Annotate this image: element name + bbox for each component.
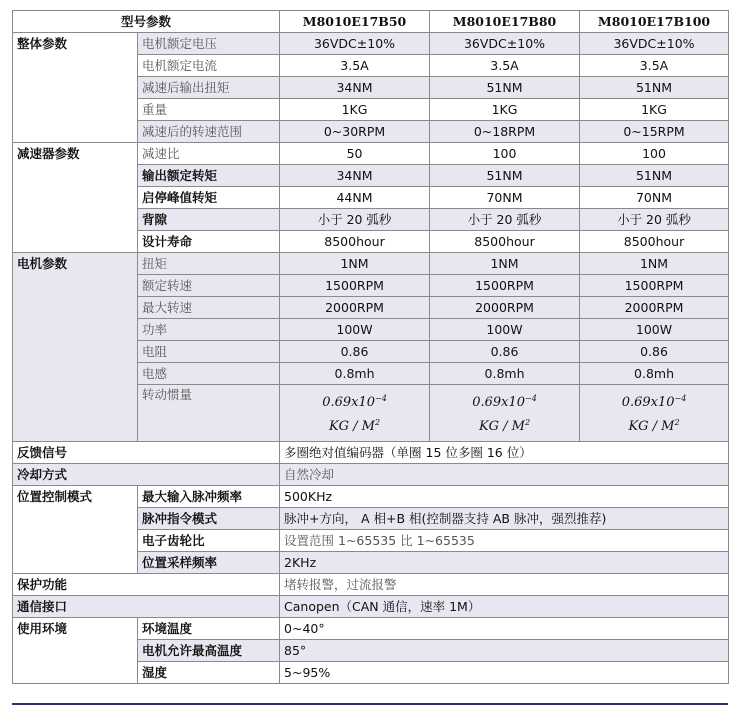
param-value: 44NM bbox=[280, 187, 430, 209]
param-label: 背隙 bbox=[138, 209, 280, 231]
cooling-label: 冷却方式 bbox=[13, 464, 280, 486]
inertia-exp: −4 bbox=[525, 394, 537, 403]
inertia-exp: −4 bbox=[375, 394, 387, 403]
param-value: 3.5A bbox=[580, 55, 729, 77]
param-value: 100W bbox=[580, 319, 729, 341]
param-value: 1500RPM bbox=[580, 275, 729, 297]
param-label: 电感 bbox=[138, 363, 280, 385]
param-label: 额定转速 bbox=[138, 275, 280, 297]
feedback-value: 多圈绝对值编码器（单圈 15 位多圈 16 位） bbox=[280, 442, 729, 464]
group-position-mode: 位置控制模式 bbox=[13, 486, 138, 574]
param-value: 51NM bbox=[430, 165, 580, 187]
comm-value: Canopen（CAN 通信，速率 1M） bbox=[280, 596, 729, 618]
param-value: 8500hour bbox=[430, 231, 580, 253]
param-value: 小于 20 弧秒 bbox=[430, 209, 580, 231]
param-value: 0~18RPM bbox=[430, 121, 580, 143]
cooling-value: 自然冷却 bbox=[280, 464, 729, 486]
param-value: 50 bbox=[280, 143, 430, 165]
model-2: M8010E17B80 bbox=[430, 11, 580, 33]
param-label: 设计寿命 bbox=[138, 231, 280, 253]
param-label: 减速后的转速范围 bbox=[138, 121, 280, 143]
param-value: 3.5A bbox=[430, 55, 580, 77]
param-value: 0.86 bbox=[430, 341, 580, 363]
inertia-unit-exp: 2 bbox=[525, 418, 531, 427]
header-row bbox=[13, 11, 729, 33]
param-value: 5~95% bbox=[280, 662, 729, 684]
param-value: 1NM bbox=[430, 253, 580, 275]
param-value: 51NM bbox=[580, 165, 729, 187]
param-label: 最大输入脉冲频率 bbox=[138, 486, 280, 508]
group-motor: 电机参数 bbox=[13, 253, 138, 442]
inertia-unit-exp: 2 bbox=[375, 418, 381, 427]
param-label: 输出额定转矩 bbox=[138, 165, 280, 187]
feedback-label: 反馈信号 bbox=[13, 442, 280, 464]
param-value: 设置范围 1~65535 比 1~65535 bbox=[280, 530, 729, 552]
param-label: 环境温度 bbox=[138, 618, 280, 640]
param-value: 34NM bbox=[280, 77, 430, 99]
table-row bbox=[13, 574, 729, 596]
header-label: 型号参数 bbox=[13, 11, 280, 33]
param-value: 1NM bbox=[580, 253, 729, 275]
model-1: M8010E17B50 bbox=[280, 11, 430, 33]
inertia-value bbox=[280, 385, 430, 442]
param-value: 70NM bbox=[430, 187, 580, 209]
param-value: 0.86 bbox=[280, 341, 430, 363]
param-value: 51NM bbox=[580, 77, 729, 99]
inertia-value bbox=[430, 385, 580, 442]
param-value: 1500RPM bbox=[280, 275, 430, 297]
table-row bbox=[13, 143, 729, 165]
param-label: 电机额定电压 bbox=[138, 33, 280, 55]
param-value: 小于 20 弧秒 bbox=[280, 209, 430, 231]
inertia-value bbox=[580, 385, 729, 442]
inertia-coef: 0.69x10 bbox=[621, 395, 675, 410]
param-value: 70NM bbox=[580, 187, 729, 209]
param-value: 2000RPM bbox=[280, 297, 430, 319]
table-row bbox=[13, 442, 729, 464]
param-label: 湿度 bbox=[138, 662, 280, 684]
param-value: 100W bbox=[430, 319, 580, 341]
param-value: 2KHz bbox=[280, 552, 729, 574]
param-label: 脉冲指令模式 bbox=[138, 508, 280, 530]
param-label: 转动惯量 bbox=[138, 385, 280, 442]
param-value: 3.5A bbox=[280, 55, 430, 77]
comm-label: 通信接口 bbox=[13, 596, 280, 618]
param-value: 0.86 bbox=[580, 341, 729, 363]
param-value: 51NM bbox=[430, 77, 580, 99]
param-value: 1NM bbox=[280, 253, 430, 275]
param-value: 1KG bbox=[430, 99, 580, 121]
group-environment: 使用环境 bbox=[13, 618, 138, 684]
inertia-exp: −4 bbox=[674, 394, 687, 403]
param-value: 36VDC±10% bbox=[580, 33, 729, 55]
spec-table bbox=[12, 10, 729, 684]
param-value: 小于 20 弧秒 bbox=[580, 209, 729, 231]
param-value: 0.8mh bbox=[430, 363, 580, 385]
param-value: 85° bbox=[280, 640, 729, 662]
param-value: 100W bbox=[280, 319, 430, 341]
param-label: 最大转速 bbox=[138, 297, 280, 319]
param-label: 扭矩 bbox=[138, 253, 280, 275]
param-label: 减速后输出扭矩 bbox=[138, 77, 280, 99]
param-value: 500KHz bbox=[280, 486, 729, 508]
param-value: 0.8mh bbox=[280, 363, 430, 385]
param-value: 8500hour bbox=[580, 231, 729, 253]
param-value: 34NM bbox=[280, 165, 430, 187]
protection-value: 堵转报警，过流报警 bbox=[280, 574, 729, 596]
param-label: 减速比 bbox=[138, 143, 280, 165]
param-value: 36VDC±10% bbox=[280, 33, 430, 55]
param-value: 100 bbox=[580, 143, 729, 165]
param-label: 电阻 bbox=[138, 341, 280, 363]
bottom-rule bbox=[12, 703, 728, 705]
param-value: 0~30RPM bbox=[280, 121, 430, 143]
param-value: 2000RPM bbox=[430, 297, 580, 319]
table-row bbox=[13, 253, 729, 275]
param-label: 电机允许最高温度 bbox=[138, 640, 280, 662]
inertia-unit: KG / M bbox=[328, 419, 375, 434]
param-label: 重量 bbox=[138, 99, 280, 121]
param-value: 100 bbox=[430, 143, 580, 165]
table-row bbox=[13, 596, 729, 618]
group-reducer: 减速器参数 bbox=[13, 143, 138, 253]
param-value: 脉冲+方向， A 相+B 相(控制器支持 AB 脉冲，强烈推荐) bbox=[280, 508, 729, 530]
param-value: 0~15RPM bbox=[580, 121, 729, 143]
inertia-unit: KG / M bbox=[628, 419, 675, 434]
param-value: 0~40° bbox=[280, 618, 729, 640]
inertia-unit-exp: 2 bbox=[674, 418, 680, 427]
inertia-coef: 0.69x10 bbox=[472, 395, 526, 410]
param-value: 8500hour bbox=[280, 231, 430, 253]
param-value: 1500RPM bbox=[430, 275, 580, 297]
param-label: 功率 bbox=[138, 319, 280, 341]
table-row bbox=[13, 33, 729, 55]
table-row bbox=[13, 618, 729, 640]
param-label: 位置采样频率 bbox=[138, 552, 280, 574]
protection-label: 保护功能 bbox=[13, 574, 280, 596]
param-label: 启停峰值转矩 bbox=[138, 187, 280, 209]
param-value: 36VDC±10% bbox=[430, 33, 580, 55]
param-value: 1KG bbox=[280, 99, 430, 121]
param-value: 1KG bbox=[580, 99, 729, 121]
param-label: 电机额定电流 bbox=[138, 55, 280, 77]
group-overall: 整体参数 bbox=[13, 33, 138, 143]
param-value: 2000RPM bbox=[580, 297, 729, 319]
table-row bbox=[13, 486, 729, 508]
param-value: 0.8mh bbox=[580, 363, 729, 385]
model-3: M8010E17B100 bbox=[580, 11, 729, 33]
table-row bbox=[13, 464, 729, 486]
param-label: 电子齿轮比 bbox=[138, 530, 280, 552]
inertia-coef: 0.69x10 bbox=[322, 395, 376, 410]
inertia-unit: KG / M bbox=[478, 419, 525, 434]
